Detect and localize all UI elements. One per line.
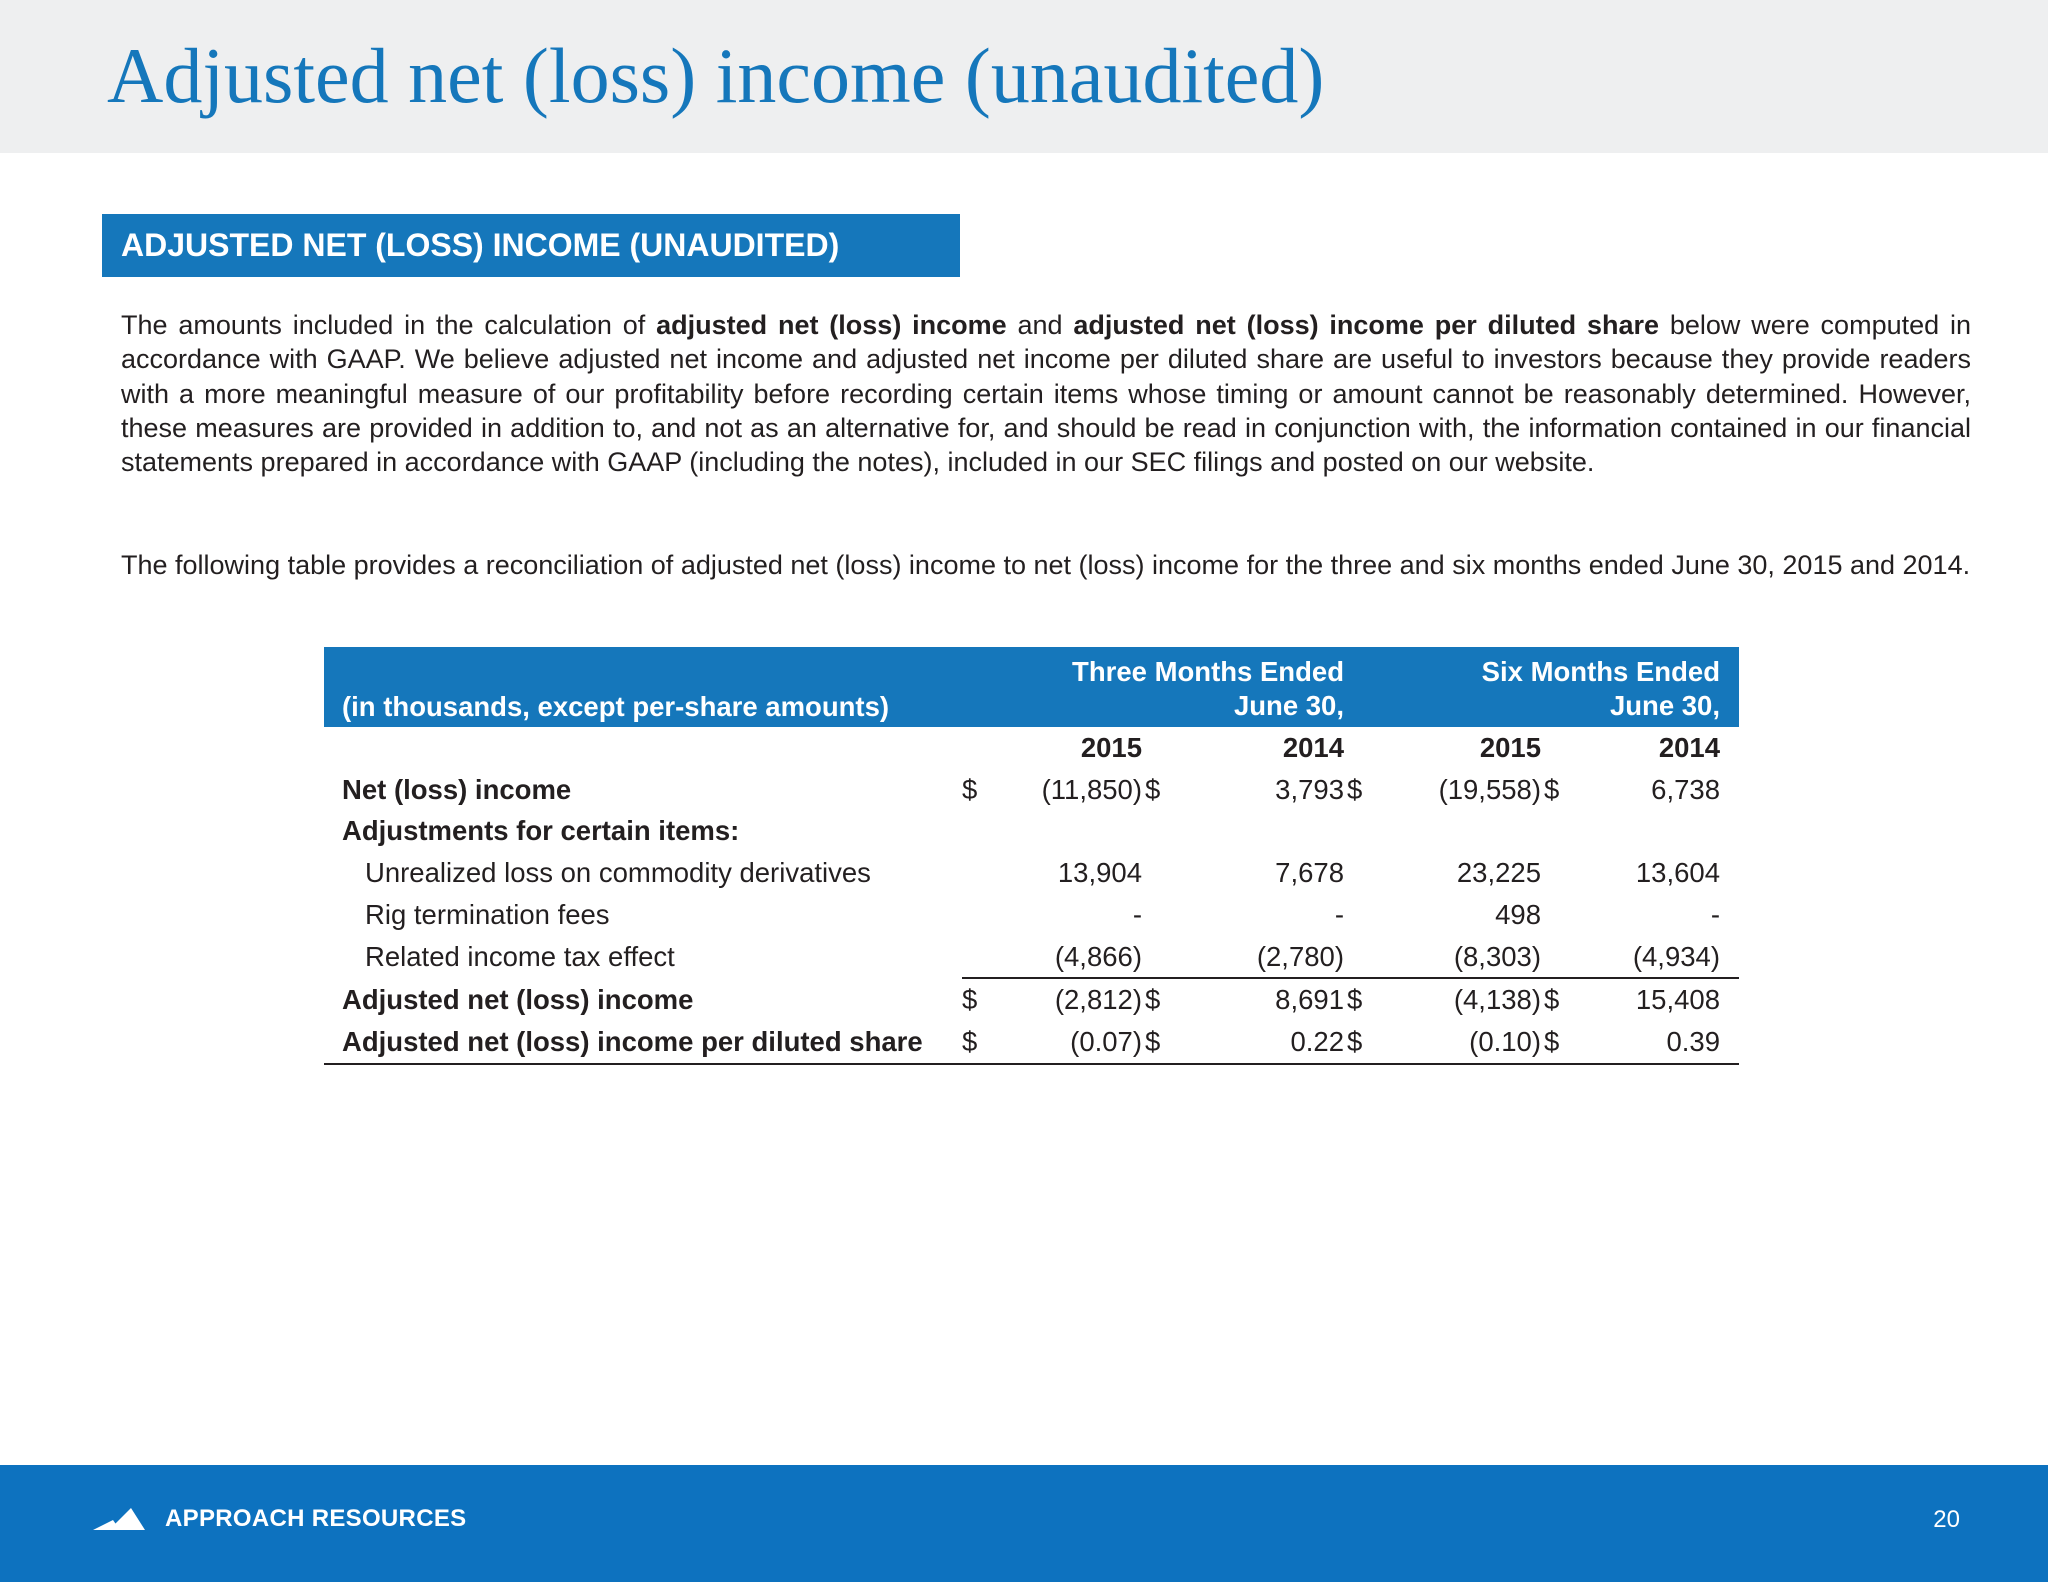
reconciliation-table — [324, 647, 1739, 1065]
year-col-3: 2015 — [1479, 732, 1541, 763]
currency-symbol: $ — [1347, 978, 1384, 1021]
cell-value: 3,793 — [1275, 773, 1344, 805]
row-label: Unrealized loss on commodity derivatives — [365, 857, 871, 889]
row-label: Adjusted net (loss) income per diluted share — [324, 1021, 962, 1064]
year-col-4: 2014 — [1658, 732, 1720, 763]
currency-symbol: $ — [962, 1021, 999, 1064]
intro-bold-2: adjusted net (loss) income per diluted share — [1073, 310, 1659, 340]
six-months-line2: June 30, — [1609, 690, 1720, 721]
cell-value: 23,225 — [1456, 857, 1541, 889]
company-logo — [93, 1505, 466, 1533]
cell-value: 8,691 — [1182, 978, 1347, 1021]
cell-value: - — [1710, 898, 1720, 930]
years-row — [324, 727, 1739, 769]
cell-value: (0.07) — [999, 1021, 1145, 1064]
table-row-unrealized-loss — [324, 852, 1739, 894]
cell-value: (4,866) — [1054, 940, 1142, 972]
table-row-adjustments-heading — [324, 810, 1739, 852]
currency-symbol: $ — [962, 773, 978, 805]
currency-symbol: $ — [1347, 1021, 1384, 1064]
three-months-line1: Three Months Ended — [1072, 656, 1344, 687]
table-header-row — [324, 647, 1739, 727]
cell-value: (8,303) — [1453, 940, 1541, 972]
currency-symbol: $ — [1544, 773, 1560, 805]
six-months-line1: Six Months Ended — [1481, 656, 1720, 687]
cell-value: 13,904 — [1057, 857, 1142, 889]
currency-symbol: $ — [1145, 773, 1161, 805]
intro-bold-1: adjusted net (loss) income — [656, 310, 1007, 340]
cell-value: 7,678 — [1275, 857, 1344, 889]
cell-value: 498 — [1495, 898, 1541, 930]
currency-symbol: $ — [962, 978, 999, 1021]
cell-value: (0.10) — [1384, 1021, 1544, 1064]
year-col-1: 2015 — [1080, 732, 1142, 763]
table-row-tax-effect — [324, 936, 1739, 979]
currency-symbol: $ — [1347, 773, 1363, 805]
page-title: Adjusted net (loss) income (unaudited) — [107, 32, 1325, 119]
currency-symbol: $ — [1544, 978, 1581, 1021]
intro-text-3: below were computed in accordance with GAAP. We believe adjusted net income and adjusted net income per diluted share are useful to investors because they provide readers with a more meaningful measure of our profitability before recording certain items whose timing or amount cannot be reasonably determined. However, these measures are provided in addition to, and not as an alternative for, and should be read in conjunction with, the information contained in our financial statements prepared in accordance with GAAP (including the notes), included in our SEC filings and posted on our website. — [121, 310, 1971, 478]
cell-value: (4,138) — [1384, 978, 1544, 1021]
cell-value: 15,408 — [1581, 978, 1739, 1021]
row-label: Adjustments for certain items: — [342, 815, 740, 847]
currency-symbol: $ — [1145, 978, 1182, 1021]
section-heading: ADJUSTED NET (LOSS) INCOME (UNAUDITED) — [102, 214, 960, 277]
company-name: APPROACH RESOURCES — [165, 1505, 467, 1532]
table-row-net-income — [324, 769, 1739, 811]
year-col-2: 2014 — [1282, 732, 1344, 763]
reconciliation-paragraph: The following table provides a reconciliation of adjusted net (loss) income to net (loss) income for the three and six months ended June 30, 2015 and 2014. — [121, 550, 1971, 580]
units-label: (in thousands, except per-share amounts) — [324, 647, 962, 727]
row-label: Net (loss) income — [342, 773, 572, 805]
cell-value: (2,812) — [999, 978, 1145, 1021]
currency-symbol: $ — [1145, 1021, 1182, 1064]
cell-value: - — [1334, 898, 1344, 930]
page-number: 20 — [1933, 1506, 1960, 1533]
table-row-adjusted-net-income — [324, 978, 1739, 1021]
cell-value: - — [1132, 898, 1142, 930]
six-months-header — [1347, 647, 1739, 727]
three-months-header — [962, 647, 1347, 727]
intro-paragraph — [121, 308, 1971, 479]
row-label: Related income tax effect — [365, 941, 675, 973]
cell-value: 6,738 — [1651, 773, 1720, 805]
cell-value: (19,558) — [1438, 773, 1541, 805]
currency-symbol: $ — [1544, 1021, 1581, 1064]
intro-text-2: and — [1006, 310, 1074, 340]
cell-value: (11,850) — [1041, 773, 1142, 805]
row-label: Rig termination fees — [365, 898, 610, 930]
table-row-rig-termination — [324, 894, 1739, 936]
logo-mark-icon — [93, 1508, 145, 1530]
cell-value: (2,780) — [1256, 940, 1344, 972]
cell-value: 0.39 — [1581, 1021, 1739, 1064]
table-row-per-diluted-share — [324, 1021, 1739, 1064]
three-months-line2: June 30, — [1233, 690, 1344, 721]
intro-text-1: The amounts included in the calculation of — [121, 310, 657, 340]
cell-value: 0.22 — [1182, 1021, 1347, 1064]
cell-value: (4,934) — [1632, 940, 1720, 972]
row-label: Adjusted net (loss) income — [342, 983, 694, 1015]
cell-value: 13,604 — [1635, 857, 1720, 889]
